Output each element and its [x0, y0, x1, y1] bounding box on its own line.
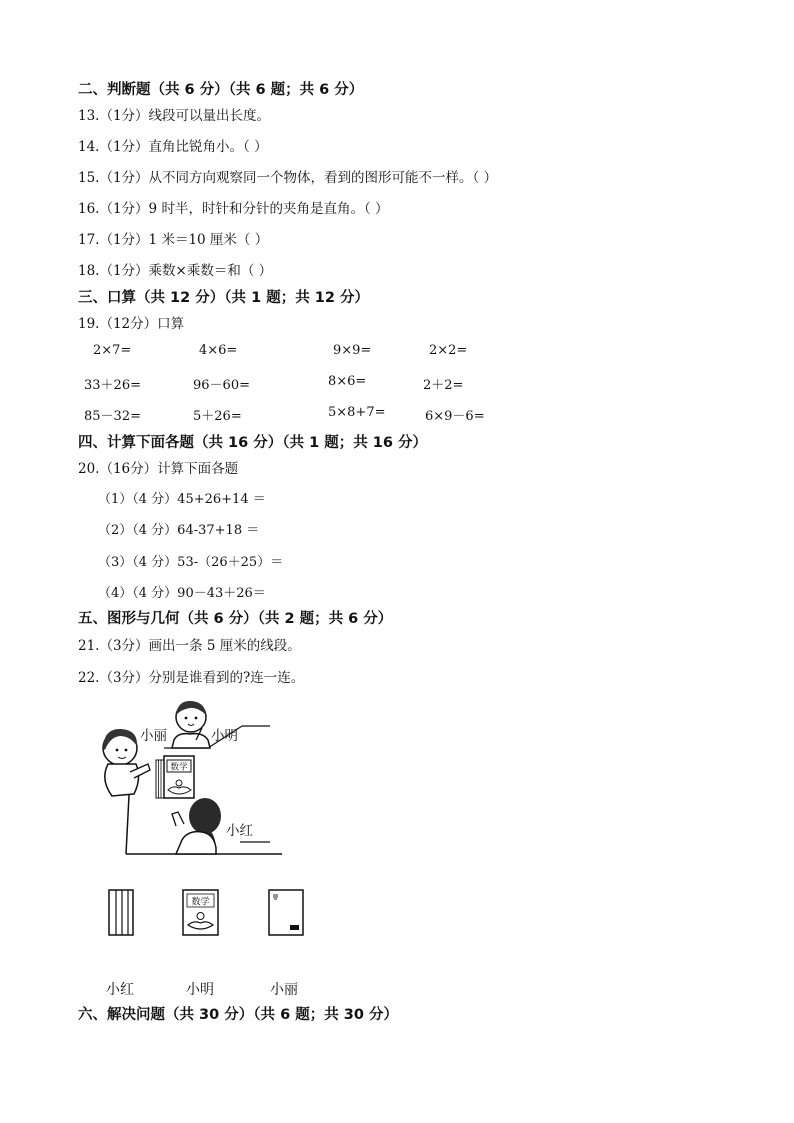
section-4-heading: 四、计算下面各题（共 16 分）（共 1 题；共 16 分） — [78, 435, 427, 451]
question-20: 20.（16分）计算下面各题 — [78, 461, 239, 477]
label-xiaoli: 小丽 — [140, 728, 167, 744]
boy-xiaoming-drawing — [172, 701, 210, 748]
oral-calc-item: 6×9－6= — [425, 409, 485, 424]
question-14: 14.（1分）直角比锐角小。（ ） — [78, 139, 268, 155]
question-13: 13.（1分）线段可以量出长度。 — [78, 108, 271, 124]
oral-calc-item: 2×2= — [429, 343, 468, 358]
answer-name-xiaoming: 小明 — [186, 982, 214, 998]
sub-question-4: （4）（4 分）90－43＋26＝ — [98, 586, 266, 601]
option-book-title: 数学 — [191, 897, 210, 908]
label-xiaohong: 小红 — [226, 823, 253, 839]
book-cover-title: 数学 — [170, 762, 188, 773]
answer-name-xiaoli: 小丽 — [270, 982, 298, 998]
oral-calc-item: 33＋26= — [84, 378, 141, 393]
oral-calc-item: 4×6= — [199, 343, 238, 358]
observation-scene-figure — [90, 690, 290, 865]
section-2-heading: 二、判断题（共 6 分）（共 6 题；共 6 分） — [78, 82, 364, 98]
oral-calc-item: 85－32= — [84, 409, 141, 424]
sub-question-3: （3）（4 分）53-（26＋25）＝ — [98, 555, 284, 570]
section-3-heading: 三、口算（共 12 分）（共 1 题；共 12 分） — [78, 290, 369, 306]
question-18: 18.（1分）乘数×乘数＝和（ ） — [78, 263, 273, 279]
label-xiaoming: 小明 — [211, 728, 238, 744]
question-21: 21.（3分）画出一条 5 厘米的线段。 — [78, 638, 301, 654]
oral-calc-item: 9×9= — [333, 343, 372, 358]
question-15: 15.（1分）从不同方向观察同一个物体，看到的图形可能不一样。（ ） — [78, 170, 498, 186]
side-view-option[interactable] — [105, 887, 137, 939]
question-22: 22.（3分）分别是谁看到的?连一连。 — [78, 670, 305, 686]
question-17: 17.（1分）1 米＝10 厘米（ ） — [78, 232, 269, 248]
oral-calc-item: 2＋2= — [423, 378, 464, 393]
oral-calc-item: 8×6= — [328, 374, 367, 389]
section-5-heading: 五、图形与几何（共 6 分）（共 2 题；共 6 分） — [78, 611, 393, 627]
question-19: 19.（12分）口算 — [78, 316, 185, 332]
oral-calc-item: 96－60= — [193, 378, 250, 393]
section-6-heading: 六、解决问题（共 30 分）（共 6 题；共 30 分） — [78, 1007, 398, 1023]
oral-calc-item: 2×7= — [93, 343, 132, 358]
back-view-option[interactable] — [266, 887, 306, 939]
oral-calc-item: 5×8+7= — [328, 405, 386, 420]
question-16: 16.（1分）9 时半，时针和分针的夹角是直角。（ ） — [78, 201, 389, 217]
sub-question-2: （2）（4 分）64-37+18 ＝ — [98, 523, 260, 538]
oral-calc-item: 5＋26= — [193, 409, 242, 424]
front-view-option[interactable] — [180, 887, 222, 939]
girl-xiaohong-drawing — [172, 798, 221, 854]
sub-question-1: （1）（4 分）45+26+14 ＝ — [98, 492, 266, 507]
answer-name-xiaohong: 小红 — [106, 982, 134, 998]
math-book-drawing — [156, 756, 194, 798]
